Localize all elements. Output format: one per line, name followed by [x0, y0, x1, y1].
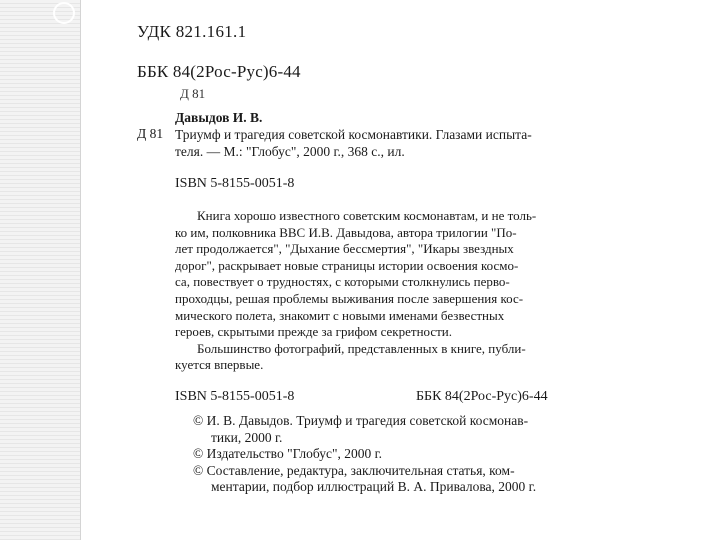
annotation-line: героев, скрытыми прежде за грифом секретности. [175, 324, 453, 340]
annotation-line: ко им, полковника ВВС И.В. Давыдова, автора трилогии "По- [175, 224, 517, 240]
decorative-left-band [0, 0, 80, 540]
annotation-line: куется впервые. [175, 357, 264, 373]
copyright-line: © Составление, редактура, заключительная статья, ком- [193, 462, 515, 478]
corner-circle-ornament [53, 2, 75, 24]
title-line: теля. — М.: "Глобус", 2000 г., 368 с., ил. [175, 144, 405, 159]
title-line: Триумф и трагедия советской космонавтики. Глазами испыта- [175, 127, 532, 142]
copyright-line: © Издательство "Глобус", 2000 г. [193, 446, 382, 462]
band-divider [80, 0, 81, 540]
annotation-line: проходцы, решая проблемы выживания после завершения кос- [175, 290, 524, 306]
annotation-line: мического полета, знакомит с новыми именами безвестных [175, 307, 505, 323]
author-name: Давыдов И. В. [175, 110, 263, 125]
annotation-line: дорог", раскрывает новые страницы истории освоения космо- [175, 257, 519, 273]
udk-code: УДК 821.161.1 [137, 22, 247, 41]
annotation-line: са, повествует о трудностях, с которыми столкнулись перво- [175, 274, 510, 290]
copyright-line: ментарии, подбор иллюстраций В. А. Привалова, 2000 г. [211, 479, 537, 495]
copyright-block [193, 413, 573, 496]
isbn-bottom: ISBN 5-8155-0051-8 [175, 389, 295, 404]
author-mark: Д 81 [137, 126, 164, 141]
annotation-line: Книга хорошо известного советским космонавтам, и не толь- [197, 208, 537, 223]
annotation-line: Большинство фотографий, представленных в книге, публи- [197, 340, 526, 356]
isbn-top: ISBN 5-8155-0051-8 [175, 176, 295, 191]
annotation [175, 208, 570, 374]
copyright-line: © И. В. Давыдов. Триумф и трагедия советской космонав- [193, 413, 529, 428]
copyright-line: тики, 2000 г. [211, 429, 283, 445]
bibliographic-description [175, 126, 570, 160]
annotation-line: лет продолжается", "Дыхание бессмертия", "Икары звездных [175, 241, 514, 257]
bbk-bottom: ББК 84(2Рос-Рус)6-44 [416, 389, 548, 404]
bbk-code: ББК 84(2Рос-Рус)6-44 [137, 62, 301, 81]
author-cutter-code: Д 81 [180, 86, 206, 101]
